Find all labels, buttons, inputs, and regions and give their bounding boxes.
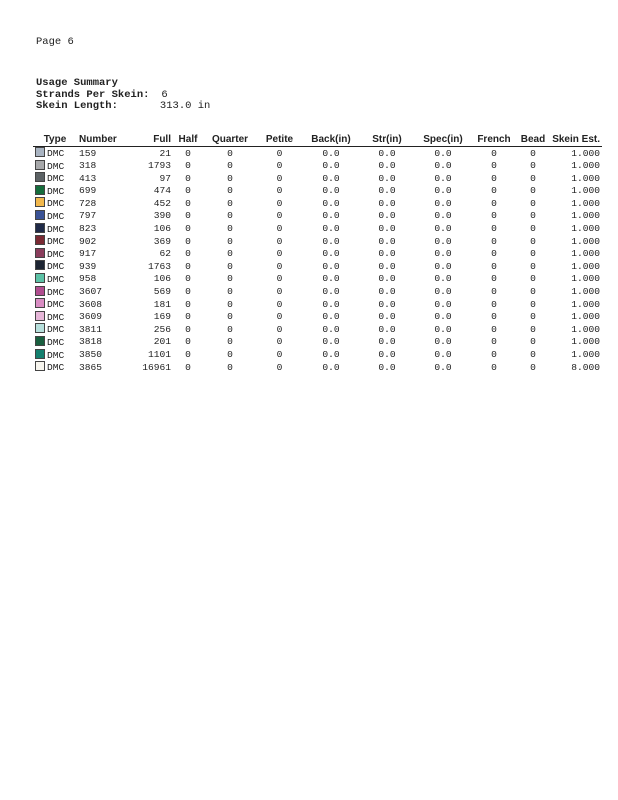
cell-full: 1793 xyxy=(147,160,171,172)
cell-full: 1763 xyxy=(147,260,171,272)
cell-skein-est: 1.000 xyxy=(571,286,600,298)
cell-petite: 0 xyxy=(276,235,283,247)
cell-spec: 0.0 xyxy=(434,260,452,272)
cell-skein-est: 1.000 xyxy=(571,210,600,222)
cell-spec: 0.0 xyxy=(434,223,452,235)
cell-back: 0.0 xyxy=(322,147,340,159)
cell-number: 3850 xyxy=(79,349,103,360)
cell-skein-est: 1.000 xyxy=(571,298,600,310)
table-row xyxy=(33,147,602,160)
cell-skein-est: 1.000 xyxy=(571,311,600,323)
column-header-number: Number xyxy=(77,133,125,147)
floss-type: DMC xyxy=(47,349,65,361)
table-row xyxy=(33,172,602,185)
cell-petite: 0 xyxy=(276,298,283,310)
table-row xyxy=(33,248,602,261)
color-swatch xyxy=(35,298,45,308)
cell-half: 0 xyxy=(185,160,191,172)
cell-type xyxy=(33,349,77,362)
usage-table xyxy=(33,133,602,374)
cell-back: 0.0 xyxy=(322,298,340,310)
skein-length-label: Skein Length: xyxy=(36,100,118,112)
color-swatch xyxy=(35,323,45,333)
cell-bead: 0 xyxy=(530,336,536,348)
table-row xyxy=(33,349,602,362)
cell-bead: 0 xyxy=(530,185,536,197)
cell-full: 369 xyxy=(153,235,171,247)
cell-petite: 0 xyxy=(276,185,283,197)
cell-number: 159 xyxy=(79,147,97,159)
cell-type xyxy=(33,336,77,349)
floss-type: DMC xyxy=(47,273,65,285)
cell-type xyxy=(33,311,77,324)
cell-spec: 0.0 xyxy=(434,210,452,222)
cell-full: 106 xyxy=(153,223,171,235)
cell-french: 0 xyxy=(491,248,497,260)
cell-half: 0 xyxy=(185,147,191,159)
cell-bead: 0 xyxy=(530,361,536,373)
cell-spec: 0.0 xyxy=(434,235,452,247)
cell-bead: 0 xyxy=(530,197,536,209)
floss-type: DMC xyxy=(47,236,65,248)
cell-bead: 0 xyxy=(530,260,536,272)
cell-skein-est: 1.000 xyxy=(571,260,600,272)
cell-full: 474 xyxy=(153,185,171,197)
cell-petite: 0 xyxy=(276,210,283,222)
table-row xyxy=(33,235,602,248)
summary-title: Usage Summary xyxy=(36,77,118,89)
cell-bead: 0 xyxy=(530,298,536,310)
table-row xyxy=(33,260,602,273)
table-row xyxy=(33,336,602,349)
cell-bead: 0 xyxy=(530,311,536,323)
cell-half: 0 xyxy=(185,223,191,235)
cell-half: 0 xyxy=(185,197,191,209)
cell-half: 0 xyxy=(185,298,191,310)
cell-full: 106 xyxy=(153,273,171,285)
color-swatch xyxy=(35,336,45,346)
cell-quarter: 0 xyxy=(227,172,233,184)
cell-spec: 0.0 xyxy=(434,361,452,373)
cell-full: 21 xyxy=(159,147,171,159)
column-header-skein-est: Skein Est. xyxy=(550,133,602,147)
cell-number: 728 xyxy=(79,197,97,209)
cell-french: 0 xyxy=(491,361,497,373)
cell-number: 318 xyxy=(79,160,97,172)
table-row xyxy=(33,298,602,311)
cell-skein-est: 1.000 xyxy=(571,160,600,172)
cell-full: 390 xyxy=(153,210,171,222)
cell-type xyxy=(33,147,77,160)
cell-petite: 0 xyxy=(276,260,283,272)
cell-back: 0.0 xyxy=(322,223,340,235)
cell-petite: 0 xyxy=(276,286,283,298)
cell-quarter: 0 xyxy=(227,273,233,285)
cell-bead: 0 xyxy=(530,286,536,298)
cell-back: 0.0 xyxy=(322,260,340,272)
cell-skein-est: 1.000 xyxy=(571,273,600,285)
cell-spec: 0.0 xyxy=(434,286,452,298)
cell-half: 0 xyxy=(185,248,191,260)
floss-type: DMC xyxy=(47,324,65,336)
cell-half: 0 xyxy=(185,210,191,222)
cell-petite: 0 xyxy=(276,197,283,209)
color-swatch xyxy=(35,248,45,258)
color-swatch xyxy=(35,311,45,321)
cell-half: 0 xyxy=(185,235,191,247)
cell-bead: 0 xyxy=(530,160,536,172)
cell-str: 0.0 xyxy=(378,210,396,222)
cell-petite: 0 xyxy=(276,311,283,323)
cell-number: 699 xyxy=(79,185,97,197)
cell-spec: 0.0 xyxy=(434,349,452,360)
column-header-str: Str(in) xyxy=(360,133,414,147)
cell-str: 0.0 xyxy=(378,273,396,285)
cell-skein-est: 1.000 xyxy=(571,197,600,209)
column-header-type: Type xyxy=(33,133,77,147)
cell-quarter: 0 xyxy=(227,260,233,272)
cell-str: 0.0 xyxy=(378,286,396,298)
cell-half: 0 xyxy=(185,349,191,360)
cell-type xyxy=(33,185,77,198)
cell-french: 0 xyxy=(491,273,497,285)
color-swatch xyxy=(35,273,45,283)
cell-petite: 0 xyxy=(276,361,283,373)
color-swatch xyxy=(35,349,45,359)
column-header-bead: Bead xyxy=(516,133,550,147)
cell-skein-est: 1.000 xyxy=(571,235,600,247)
floss-type: DMC xyxy=(47,210,65,222)
cell-half: 0 xyxy=(185,286,191,298)
cell-bead: 0 xyxy=(530,235,536,247)
column-header-spec: Spec(in) xyxy=(414,133,472,147)
cell-spec: 0.0 xyxy=(434,311,452,323)
table-row xyxy=(33,210,602,223)
cell-spec: 0.0 xyxy=(434,323,452,335)
cell-skein-est: 1.000 xyxy=(571,185,600,197)
cell-skein-est: 1.000 xyxy=(571,172,600,184)
table-row xyxy=(33,160,602,173)
cell-str: 0.0 xyxy=(378,260,396,272)
column-header-quarter: Quarter xyxy=(203,133,257,147)
cell-full: 181 xyxy=(153,298,171,310)
cell-quarter: 0 xyxy=(227,336,233,348)
floss-type: DMC xyxy=(47,173,65,185)
cell-str: 0.0 xyxy=(378,185,396,197)
cell-type xyxy=(33,210,77,223)
cell-number: 917 xyxy=(79,248,97,260)
cell-french: 0 xyxy=(491,172,497,184)
cell-number: 3607 xyxy=(79,286,103,298)
table-row xyxy=(33,311,602,324)
cell-french: 0 xyxy=(491,160,497,172)
cell-type xyxy=(33,160,77,173)
cell-full: 201 xyxy=(153,336,171,348)
cell-type xyxy=(33,361,77,374)
cell-petite: 0 xyxy=(276,349,283,360)
cell-str: 0.0 xyxy=(378,349,396,360)
cell-french: 0 xyxy=(491,260,497,272)
cell-full: 169 xyxy=(153,311,171,323)
cell-spec: 0.0 xyxy=(434,185,452,197)
cell-bead: 0 xyxy=(530,147,536,159)
cell-skein-est: 1.000 xyxy=(571,336,600,348)
cell-half: 0 xyxy=(185,311,191,323)
cell-spec: 0.0 xyxy=(434,336,452,348)
cell-str: 0.0 xyxy=(378,172,396,184)
cell-back: 0.0 xyxy=(322,323,340,335)
cell-type xyxy=(33,172,77,185)
cell-type xyxy=(33,286,77,299)
cell-str: 0.0 xyxy=(378,223,396,235)
cell-quarter: 0 xyxy=(227,349,233,360)
cell-back: 0.0 xyxy=(322,311,340,323)
floss-type: DMC xyxy=(47,336,65,348)
color-swatch xyxy=(35,361,45,371)
cell-spec: 0.0 xyxy=(434,147,452,159)
cell-full: 62 xyxy=(159,248,171,260)
cell-spec: 0.0 xyxy=(434,273,452,285)
cell-back: 0.0 xyxy=(322,336,340,348)
cell-str: 0.0 xyxy=(378,311,396,323)
cell-french: 0 xyxy=(491,311,497,323)
floss-type: DMC xyxy=(47,362,65,374)
cell-type xyxy=(33,323,77,336)
cell-bead: 0 xyxy=(530,273,536,285)
cell-quarter: 0 xyxy=(227,223,233,235)
cell-quarter: 0 xyxy=(227,323,233,335)
cell-str: 0.0 xyxy=(378,147,396,159)
strands-per-skein-label: Strands Per Skein: xyxy=(36,88,150,101)
floss-type: DMC xyxy=(47,223,65,235)
cell-quarter: 0 xyxy=(227,210,233,222)
table-row xyxy=(33,286,602,299)
cell-number: 3608 xyxy=(79,298,103,310)
table-row xyxy=(33,361,602,374)
cell-spec: 0.0 xyxy=(434,172,452,184)
cell-type xyxy=(33,235,77,248)
cell-half: 0 xyxy=(185,273,191,285)
floss-type: DMC xyxy=(47,286,65,298)
cell-number: 3811 xyxy=(79,323,103,335)
cell-skein-est: 1.000 xyxy=(571,223,600,235)
cell-spec: 0.0 xyxy=(434,298,452,310)
cell-bead: 0 xyxy=(530,248,536,260)
cell-petite: 0 xyxy=(276,336,283,348)
cell-number: 958 xyxy=(79,273,97,285)
cell-quarter: 0 xyxy=(227,197,233,209)
cell-str: 0.0 xyxy=(378,197,396,209)
cell-number: 3818 xyxy=(79,336,103,348)
usage-summary xyxy=(36,78,210,113)
cell-petite: 0 xyxy=(276,160,283,172)
cell-petite: 0 xyxy=(276,323,283,335)
cell-back: 0.0 xyxy=(322,273,340,285)
cell-type xyxy=(33,248,77,261)
cell-type xyxy=(33,223,77,236)
cell-french: 0 xyxy=(491,223,497,235)
cell-full: 97 xyxy=(159,172,171,184)
cell-skein-est: 1.000 xyxy=(571,349,600,360)
cell-french: 0 xyxy=(491,349,497,360)
cell-quarter: 0 xyxy=(227,311,233,323)
cell-french: 0 xyxy=(491,323,497,335)
cell-full: 569 xyxy=(153,286,171,298)
color-swatch xyxy=(35,197,45,207)
cell-back: 0.0 xyxy=(322,197,340,209)
cell-french: 0 xyxy=(491,336,497,348)
cell-quarter: 0 xyxy=(227,286,233,298)
color-swatch xyxy=(35,210,45,220)
skein-length-value: 313.0 in xyxy=(159,100,211,112)
color-swatch xyxy=(35,185,45,195)
cell-type xyxy=(33,273,77,286)
column-header-french: French xyxy=(472,133,516,147)
cell-bead: 0 xyxy=(530,349,536,360)
floss-type: DMC xyxy=(47,248,65,260)
cell-str: 0.0 xyxy=(378,323,396,335)
cell-half: 0 xyxy=(185,361,191,373)
cell-quarter: 0 xyxy=(227,185,233,197)
cell-number: 939 xyxy=(79,260,97,272)
cell-number: 797 xyxy=(79,210,97,222)
cell-back: 0.0 xyxy=(322,349,340,360)
cell-full: 1101 xyxy=(147,349,171,360)
cell-back: 0.0 xyxy=(322,235,340,247)
cell-str: 0.0 xyxy=(378,298,396,310)
table-header-row xyxy=(33,133,602,147)
color-swatch xyxy=(35,235,45,245)
cell-french: 0 xyxy=(491,210,497,222)
cell-quarter: 0 xyxy=(227,160,233,172)
cell-spec: 0.0 xyxy=(434,197,452,209)
table-row xyxy=(33,185,602,198)
cell-french: 0 xyxy=(491,298,497,310)
color-swatch xyxy=(35,147,45,157)
table-row xyxy=(33,197,602,210)
cell-number: 413 xyxy=(79,172,97,184)
cell-quarter: 0 xyxy=(227,361,233,373)
color-swatch xyxy=(35,286,45,296)
cell-back: 0.0 xyxy=(322,185,340,197)
cell-skein-est: 1.000 xyxy=(571,248,600,260)
cell-full: 452 xyxy=(153,197,171,209)
cell-half: 0 xyxy=(185,336,191,348)
cell-half: 0 xyxy=(185,323,191,335)
cell-bead: 0 xyxy=(530,323,536,335)
floss-type: DMC xyxy=(47,148,65,159)
cell-full: 256 xyxy=(153,323,171,335)
cell-half: 0 xyxy=(185,260,191,272)
color-swatch xyxy=(35,223,45,233)
cell-number: 823 xyxy=(79,223,97,235)
cell-str: 0.0 xyxy=(378,248,396,260)
cell-bead: 0 xyxy=(530,172,536,184)
cell-french: 0 xyxy=(491,185,497,197)
cell-spec: 0.0 xyxy=(434,160,452,172)
cell-quarter: 0 xyxy=(227,147,233,159)
cell-half: 0 xyxy=(185,172,191,184)
cell-french: 0 xyxy=(491,147,497,159)
cell-number: 3609 xyxy=(79,311,103,323)
cell-back: 0.0 xyxy=(322,160,340,172)
cell-number: 3865 xyxy=(79,361,103,373)
table-row xyxy=(33,273,602,286)
floss-type: DMC xyxy=(47,185,65,197)
table-row xyxy=(33,323,602,336)
cell-back: 0.0 xyxy=(322,172,340,184)
cell-petite: 0 xyxy=(276,223,283,235)
strands-per-skein-value: 6 xyxy=(161,88,168,101)
cell-str: 0.0 xyxy=(378,160,396,172)
floss-type: DMC xyxy=(47,311,65,323)
cell-type xyxy=(33,260,77,273)
color-swatch xyxy=(35,172,45,182)
cell-french: 0 xyxy=(491,197,497,209)
cell-skein-est: 1.000 xyxy=(571,323,600,335)
column-header-half: Half xyxy=(173,133,203,147)
cell-french: 0 xyxy=(491,235,497,247)
page-number: Page 6 xyxy=(36,36,74,48)
table-row xyxy=(33,223,602,236)
floss-type: DMC xyxy=(47,160,65,172)
cell-bead: 0 xyxy=(530,223,536,235)
cell-petite: 0 xyxy=(276,248,283,260)
cell-bead: 0 xyxy=(530,210,536,222)
floss-type: DMC xyxy=(47,198,65,210)
cell-str: 0.0 xyxy=(378,361,396,373)
cell-full: 16961 xyxy=(142,361,171,373)
cell-skein-est: 1.000 xyxy=(571,147,600,159)
cell-type xyxy=(33,197,77,210)
cell-petite: 0 xyxy=(276,273,283,285)
cell-back: 0.0 xyxy=(322,210,340,222)
cell-back: 0.0 xyxy=(322,361,340,373)
cell-str: 0.0 xyxy=(378,235,396,247)
cell-str: 0.0 xyxy=(378,336,396,348)
cell-skein-est: 8.000 xyxy=(571,361,600,373)
cell-half: 0 xyxy=(185,185,191,197)
floss-type: DMC xyxy=(47,299,65,311)
column-header-back: Back(in) xyxy=(302,133,360,147)
cell-quarter: 0 xyxy=(227,248,233,260)
cell-petite: 0 xyxy=(276,172,283,184)
cell-french: 0 xyxy=(491,286,497,298)
cell-back: 0.0 xyxy=(322,286,340,298)
color-swatch xyxy=(35,160,45,170)
cell-back: 0.0 xyxy=(322,248,340,260)
cell-spec: 0.0 xyxy=(434,248,452,260)
cell-quarter: 0 xyxy=(227,235,233,247)
color-swatch xyxy=(35,260,45,270)
cell-type xyxy=(33,298,77,311)
column-header-full: Full xyxy=(125,133,173,147)
floss-type: DMC xyxy=(47,261,65,273)
column-header-petite: Petite xyxy=(257,133,302,147)
cell-petite: 0 xyxy=(276,147,283,159)
cell-quarter: 0 xyxy=(227,298,233,310)
cell-number: 902 xyxy=(79,235,97,247)
